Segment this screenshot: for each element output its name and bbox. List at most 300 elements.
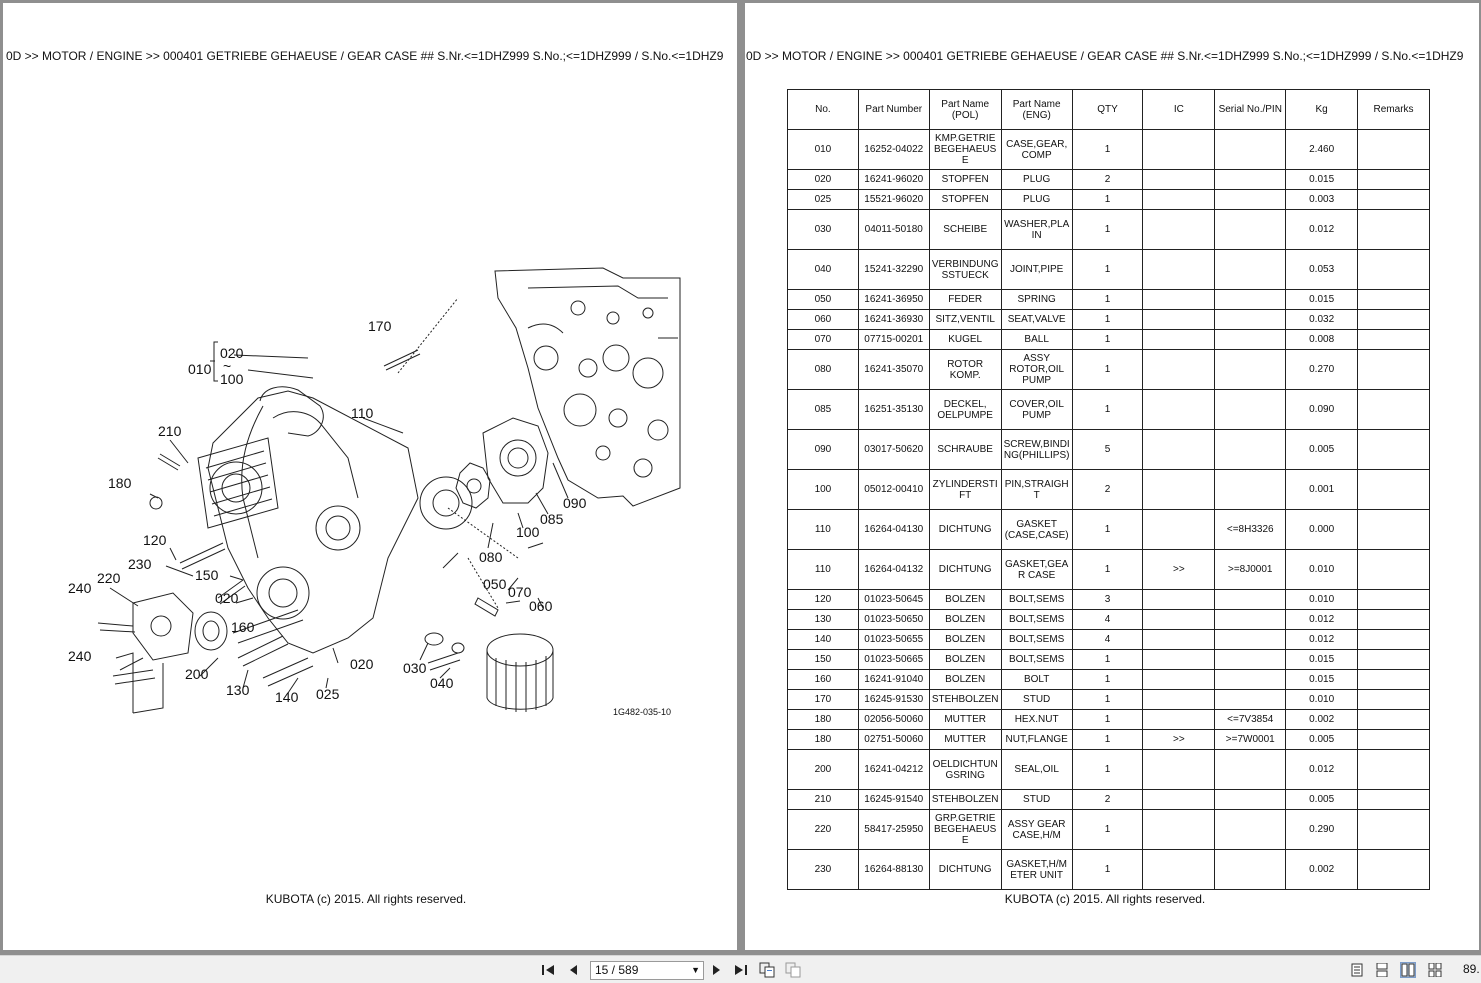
table-cell-ic <box>1143 790 1215 810</box>
table-cell-qty: 1 <box>1072 550 1143 590</box>
table-cell-part-name-pol: BOLZEN <box>929 630 1001 650</box>
drawing-code: 1G482-035-10 <box>613 707 672 717</box>
next-page-icon[interactable] <box>709 962 725 978</box>
table-cell-part-name-pol: DICHTUNG <box>929 510 1001 550</box>
table-cell-part-name-eng: BOLT,SEMS <box>1001 650 1072 670</box>
table-cell-part-number: 15521-96020 <box>858 190 929 210</box>
table-header-col-qty: QTY <box>1072 90 1143 130</box>
table-cell-part-number: 04011-50180 <box>858 210 929 250</box>
table-cell-part-number: 16241-36930 <box>858 310 929 330</box>
table-cell-no: 110 <box>788 550 859 590</box>
table-cell-no: 130 <box>788 610 859 630</box>
table-cell-part-number: 07715-00201 <box>858 330 929 350</box>
table-cell-serial <box>1215 250 1286 290</box>
table-header-col-kg: Kg <box>1286 90 1358 130</box>
table-cell-qty: 5 <box>1072 430 1143 470</box>
table-cell-ic <box>1143 130 1215 170</box>
table-cell-remarks <box>1358 130 1430 170</box>
table-row <box>788 250 1430 290</box>
table-cell-remarks <box>1358 330 1430 350</box>
callout-150: 150 <box>195 567 219 583</box>
table-cell-ic: >> <box>1143 550 1215 590</box>
table-cell-kg: 0.015 <box>1286 650 1358 670</box>
table-cell-part-number: 58417-25950 <box>858 810 929 850</box>
table-cell-part-name-eng: PLUG <box>1001 190 1072 210</box>
copyright-notice: KUBOTA (c) 2015. All rights reserved. <box>265 892 467 906</box>
table-cell-kg: 0.015 <box>1286 290 1358 310</box>
table-cell-qty: 1 <box>1072 210 1143 250</box>
svg-text:~: ~ <box>223 358 232 374</box>
table-cell-part-name-pol: KMP.GETRIE BEGEHAEUS E <box>929 130 1001 170</box>
page-breadcrumb: 0D >> MOTOR / ENGINE >> 000401 GETRIEBE GEHAEUSE / GEAR CASE ## S.Nr.<=1DHZ999 S.No.;<=1DHZ999 / S.No.<=1DHZ9 <box>6 49 724 63</box>
table-cell-remarks <box>1358 650 1430 670</box>
table-cell-remarks <box>1358 690 1430 710</box>
table-cell-part-number: 02056-50060 <box>858 710 929 730</box>
table-cell-qty: 2 <box>1072 470 1143 510</box>
table-row <box>788 730 1430 750</box>
table-cell-serial <box>1215 190 1286 210</box>
table-cell-ic <box>1143 330 1215 350</box>
table-cell-part-name-pol: SCHEIBE <box>929 210 1001 250</box>
table-cell-kg: 0.012 <box>1286 610 1358 630</box>
callout-220: 220 <box>97 570 121 586</box>
table-cell-part-name-eng: GASKET,H/M ETER UNIT <box>1001 850 1072 890</box>
callout-130: 130 <box>226 682 250 698</box>
callout-025: 025 <box>316 686 340 702</box>
callout-140: 140 <box>275 689 299 705</box>
table-cell-part-name-pol: STEHBOLZEN <box>929 690 1001 710</box>
table-cell-ic <box>1143 290 1215 310</box>
table-cell-part-name-eng: ASSY GEAR CASE,H/M <box>1001 810 1072 850</box>
callout-160: 160 <box>231 619 255 635</box>
table-cell-ic <box>1143 510 1215 550</box>
table-cell-remarks <box>1358 630 1430 650</box>
table-cell-kg: 0.012 <box>1286 210 1358 250</box>
table-cell-part-name-pol: ZYLINDERSTI FT <box>929 470 1001 510</box>
table-cell-part-number: 01023-50665 <box>858 650 929 670</box>
table-cell-part-name-pol: BOLZEN <box>929 650 1001 670</box>
table-cell-no: 220 <box>788 810 859 850</box>
table-cell-remarks <box>1358 710 1430 730</box>
table-cell-part-name-eng: SPRING <box>1001 290 1072 310</box>
table-cell-part-number: 16241-04212 <box>858 750 929 790</box>
table-cell-no: 060 <box>788 310 859 330</box>
table-cell-part-number: 03017-50620 <box>858 430 929 470</box>
table-row <box>788 670 1430 690</box>
table-cell-kg: 0.002 <box>1286 710 1358 730</box>
table-cell-ic <box>1143 170 1215 190</box>
table-cell-part-name-pol: KUGEL <box>929 330 1001 350</box>
table-cell-part-number: 16251-35130 <box>858 390 929 430</box>
table-cell-remarks <box>1358 670 1430 690</box>
page-number-select[interactable] <box>590 961 704 980</box>
table-cell-qty: 1 <box>1072 310 1143 330</box>
table-cell-part-name-eng: CASE,GEAR, COMP <box>1001 130 1072 170</box>
table-cell-part-name-eng: SEAT,VALVE <box>1001 310 1072 330</box>
table-cell-qty: 1 <box>1072 810 1143 850</box>
table-header-row <box>788 90 1430 130</box>
table-cell-serial <box>1215 850 1286 890</box>
table-cell-remarks <box>1358 430 1430 470</box>
copy-page-icon[interactable] <box>759 962 775 978</box>
callout-060: 060 <box>529 598 553 614</box>
chevron-down-icon[interactable]: ▼ <box>691 965 700 975</box>
table-cell-remarks <box>1358 610 1430 630</box>
continuous-view-icon[interactable] <box>1374 962 1390 978</box>
table-cell-ic <box>1143 630 1215 650</box>
table-cell-part-number: 16245-91540 <box>858 790 929 810</box>
table-row <box>788 290 1430 310</box>
table-cell-no: 040 <box>788 250 859 290</box>
table-cell-part-number: 16264-04130 <box>858 510 929 550</box>
table-cell-remarks <box>1358 250 1430 290</box>
table-cell-ic <box>1143 690 1215 710</box>
table-cell-qty: 1 <box>1072 130 1143 170</box>
table-cell-kg: 0.090 <box>1286 390 1358 430</box>
table-cell-serial <box>1215 310 1286 330</box>
table-cell-serial <box>1215 470 1286 510</box>
table-cell-kg: 2.460 <box>1286 130 1358 170</box>
table-cell-part-name-eng: BALL <box>1001 330 1072 350</box>
table-cell-qty: 2 <box>1072 790 1143 810</box>
table-cell-part-name-pol: OELDICHTUN GSRING <box>929 750 1001 790</box>
table-cell-qty: 1 <box>1072 730 1143 750</box>
gear-case <box>208 391 418 653</box>
table-cell-remarks <box>1358 470 1430 510</box>
table-row <box>788 470 1430 510</box>
table-cell-serial <box>1215 630 1286 650</box>
table-cell-part-number: 16241-36950 <box>858 290 929 310</box>
table-row <box>788 170 1430 190</box>
table-row <box>788 330 1430 350</box>
table-cell-ic <box>1143 210 1215 250</box>
table-cell-qty: 4 <box>1072 610 1143 630</box>
callout-030: 030 <box>403 660 427 676</box>
table-row <box>788 430 1430 470</box>
table-cell-no: 160 <box>788 670 859 690</box>
table-cell-part-number: 16264-04132 <box>858 550 929 590</box>
table-cell-remarks <box>1358 170 1430 190</box>
table-cell-kg: 0.012 <box>1286 630 1358 650</box>
table-row <box>788 810 1430 850</box>
table-cell-qty: 1 <box>1072 290 1143 310</box>
callout-090: 090 <box>563 495 587 511</box>
callout-080: 080 <box>479 549 503 565</box>
page-breadcrumb: 0D >> MOTOR / ENGINE >> 000401 GETRIEBE GEHAEUSE / GEAR CASE ## S.Nr.<=1DHZ999 S.No.;<=1DHZ999 / S.No.<=1DHZ9 <box>746 49 1464 63</box>
two-page-view-icon[interactable] <box>1400 962 1416 978</box>
table-cell-part-name-pol: DICHTUNG <box>929 850 1001 890</box>
table-cell-no: 200 <box>788 750 859 790</box>
table-cell-serial: <=8H3326 <box>1215 510 1286 550</box>
table-cell-kg: 0.032 <box>1286 310 1358 330</box>
table-cell-kg: 0.002 <box>1286 850 1358 890</box>
table-cell-kg: 0.010 <box>1286 590 1358 610</box>
callout-020: 020 <box>220 345 244 361</box>
table-cell-remarks <box>1358 550 1430 590</box>
parts-table <box>787 89 1430 890</box>
zoom-level[interactable]: 89. <box>1463 962 1480 976</box>
table-cell-part-name-pol: GRP.GETRIE BEGEHAEUS E <box>929 810 1001 850</box>
callout-085: 085 <box>540 511 564 527</box>
table-cell-serial <box>1215 430 1286 470</box>
table-cell-part-number: 02751-50060 <box>858 730 929 750</box>
table-cell-kg: 0.000 <box>1286 510 1358 550</box>
table-cell-part-name-eng: PIN,STRAIGH T <box>1001 470 1072 510</box>
table-cell-part-name-pol: BOLZEN <box>929 670 1001 690</box>
table-cell-serial <box>1215 130 1286 170</box>
table-cell-part-name-pol: SITZ,VENTIL <box>929 310 1001 330</box>
table-cell-no: 020 <box>788 170 859 190</box>
table-cell-no: 120 <box>788 590 859 610</box>
table-cell-ic <box>1143 390 1215 430</box>
table-cell-part-name-eng: COVER,OIL PUMP <box>1001 390 1072 430</box>
table-cell-part-name-eng: WASHER,PLA IN <box>1001 210 1072 250</box>
table-cell-serial <box>1215 350 1286 390</box>
table-cell-ic <box>1143 590 1215 610</box>
table-cell-no: 140 <box>788 630 859 650</box>
table-cell-part-name-pol: DICHTUNG <box>929 550 1001 590</box>
table-header-col-ic: IC <box>1143 90 1215 130</box>
table-row <box>788 510 1430 550</box>
table-cell-no: 150 <box>788 650 859 670</box>
table-cell-no: 085 <box>788 390 859 430</box>
table-cell-remarks <box>1358 810 1430 850</box>
table-cell-remarks <box>1358 390 1430 430</box>
copyright-notice: KUBOTA (c) 2015. All rights reserved. <box>1004 892 1206 906</box>
table-row <box>788 130 1430 170</box>
two-page-continuous-view-icon[interactable] <box>1427 962 1443 978</box>
table-cell-part-number: 16245-91530 <box>858 690 929 710</box>
table-cell-kg: 0.053 <box>1286 250 1358 290</box>
table-cell-part-name-pol: BOLZEN <box>929 590 1001 610</box>
table-cell-part-number: 16241-35070 <box>858 350 929 390</box>
table-cell-part-name-pol: FEDER <box>929 290 1001 310</box>
table-cell-kg: 0.012 <box>1286 750 1358 790</box>
table-cell-kg: 0.003 <box>1286 190 1358 210</box>
last-page-icon[interactable] <box>733 962 749 978</box>
table-cell-no: 180 <box>788 710 859 730</box>
table-cell-part-number: 16264-88130 <box>858 850 929 890</box>
table-header-col-remarks: Remarks <box>1358 90 1430 130</box>
callout-100: 100 <box>220 371 244 387</box>
table-cell-serial <box>1215 690 1286 710</box>
table-cell-part-name-pol: STEHBOLZEN <box>929 790 1001 810</box>
table-cell-ic <box>1143 350 1215 390</box>
duplicate-icon[interactable] <box>785 962 801 978</box>
single-page-view-icon[interactable] <box>1349 962 1365 978</box>
table-cell-remarks <box>1358 290 1430 310</box>
table-cell-part-number: 16241-91040 <box>858 670 929 690</box>
table-row <box>788 190 1430 210</box>
table-cell-remarks <box>1358 790 1430 810</box>
table-cell-part-name-pol: ROTOR KOMP. <box>929 350 1001 390</box>
table-cell-kg: 0.005 <box>1286 730 1358 750</box>
table-cell-serial: >=7W0001 <box>1215 730 1286 750</box>
table-cell-qty: 1 <box>1072 250 1143 290</box>
table-row <box>788 690 1430 710</box>
table-cell-part-name-pol: BOLZEN <box>929 610 1001 630</box>
table-cell-no: 070 <box>788 330 859 350</box>
table-cell-kg: 0.001 <box>1286 470 1358 510</box>
table-cell-serial: <=7V3854 <box>1215 710 1286 730</box>
table-cell-part-name-pol: STOPFEN <box>929 190 1001 210</box>
table-cell-part-number: 15241-32290 <box>858 250 929 290</box>
table-cell-part-name-eng: BOLT,SEMS <box>1001 610 1072 630</box>
table-cell-qty: 3 <box>1072 590 1143 610</box>
table-cell-remarks <box>1358 850 1430 890</box>
table-cell-no: 090 <box>788 430 859 470</box>
table-cell-serial <box>1215 810 1286 850</box>
table-cell-part-name-eng: ASSY ROTOR,OIL PUMP <box>1001 350 1072 390</box>
table-row <box>788 350 1430 390</box>
table-cell-ic <box>1143 670 1215 690</box>
exploded-parts-diagram <box>58 258 698 728</box>
table-cell-part-name-pol: MUTTER <box>929 710 1001 730</box>
table-cell-qty: 1 <box>1072 510 1143 550</box>
table-cell-ic <box>1143 310 1215 330</box>
table-cell-no: 025 <box>788 190 859 210</box>
table-cell-no: 230 <box>788 850 859 890</box>
table-row <box>788 650 1430 670</box>
table-cell-serial <box>1215 670 1286 690</box>
callout-110: 110 <box>351 405 374 421</box>
table-cell-kg: 0.015 <box>1286 170 1358 190</box>
table-cell-serial <box>1215 790 1286 810</box>
table-row <box>788 850 1430 890</box>
table-row <box>788 630 1430 650</box>
table-cell-kg: 0.010 <box>1286 550 1358 590</box>
table-header-col-serial: Serial No./PIN <box>1215 90 1286 130</box>
table-cell-part-name-eng: SCREW,BINDI NG(PHILLIPS) <box>1001 430 1072 470</box>
table-cell-kg: 0.270 <box>1286 350 1358 390</box>
first-page-icon[interactable] <box>540 962 556 978</box>
callout-240: 240 <box>68 580 92 596</box>
table-cell-ic <box>1143 850 1215 890</box>
table-cell-part-number: 16252-04022 <box>858 130 929 170</box>
table-body <box>788 130 1430 890</box>
table-cell-kg: 0.008 <box>1286 330 1358 350</box>
table-row <box>788 550 1430 590</box>
table-cell-part-number: 05012-00410 <box>858 470 929 510</box>
table-cell-kg: 0.005 <box>1286 790 1358 810</box>
table-row <box>788 790 1430 810</box>
table-cell-part-name-pol: STOPFEN <box>929 170 1001 190</box>
table-cell-serial <box>1215 590 1286 610</box>
table-cell-ic <box>1143 470 1215 510</box>
callout-020: 020 <box>350 656 374 672</box>
table-cell-ic <box>1143 810 1215 850</box>
table-header-col-part-name-pol: Part Name (POL) <box>929 90 1001 130</box>
table-cell-remarks <box>1358 750 1430 790</box>
viewer-toolbar <box>0 955 1481 983</box>
right-page <box>745 3 1479 950</box>
table-cell-kg: 0.010 <box>1286 690 1358 710</box>
table-cell-qty: 2 <box>1072 170 1143 190</box>
table-cell-serial <box>1215 610 1286 630</box>
callout-120: 120 <box>143 532 167 548</box>
table-cell-no: 050 <box>788 290 859 310</box>
callout-200: 200 <box>185 666 209 682</box>
table-cell-serial <box>1215 750 1286 790</box>
table-cell-serial <box>1215 170 1286 190</box>
previous-page-icon[interactable] <box>565 962 581 978</box>
hour-meter-case-220 <box>133 593 193 660</box>
callout-180: 180 <box>108 475 132 491</box>
page-indicator: 15 / 589 <box>595 963 639 977</box>
table-cell-ic <box>1143 430 1215 470</box>
table-cell-qty: 1 <box>1072 390 1143 430</box>
table-cell-part-number: 01023-50645 <box>858 590 929 610</box>
table-cell-serial <box>1215 390 1286 430</box>
table-cell-part-name-eng: GASKET (CASE,CASE) <box>1001 510 1072 550</box>
table-cell-ic <box>1143 610 1215 630</box>
table-cell-part-number: 16241-96020 <box>858 170 929 190</box>
table-cell-qty: 1 <box>1072 690 1143 710</box>
callout-040: 040 <box>430 675 454 691</box>
table-row <box>788 710 1430 730</box>
callout-010: 010 <box>188 361 212 377</box>
table-cell-part-name-eng: NUT,FLANGE <box>1001 730 1072 750</box>
table-cell-kg: 0.290 <box>1286 810 1358 850</box>
table-cell-part-name-eng: STUD <box>1001 790 1072 810</box>
table-cell-qty: 1 <box>1072 190 1143 210</box>
table-cell-part-name-pol: VERBINDUNG SSTUECK <box>929 250 1001 290</box>
table-cell-qty: 1 <box>1072 750 1143 790</box>
table-header-col-part-number: Part Number <box>858 90 929 130</box>
callout-240: 240 <box>68 648 92 664</box>
table-cell-part-number: 01023-50650 <box>858 610 929 630</box>
table-cell-ic <box>1143 710 1215 730</box>
table-row <box>788 590 1430 610</box>
table-cell-remarks <box>1358 350 1430 390</box>
table-cell-serial <box>1215 210 1286 250</box>
table-cell-part-number: 01023-50655 <box>858 630 929 650</box>
table-cell-part-name-eng: BOLT,SEMS <box>1001 590 1072 610</box>
table-cell-part-name-eng: GASKET,GEA R CASE <box>1001 550 1072 590</box>
table-cell-ic <box>1143 250 1215 290</box>
table-row <box>788 210 1430 250</box>
table-header-col-no: No. <box>788 90 859 130</box>
table-cell-remarks <box>1358 190 1430 210</box>
callout-020: 020 <box>215 590 239 606</box>
table-cell-remarks <box>1358 510 1430 550</box>
table-cell-part-name-eng: BOLT <box>1001 670 1072 690</box>
callout-050: 050 <box>483 576 507 592</box>
callout-170: 170 <box>368 318 392 334</box>
table-cell-remarks <box>1358 210 1430 250</box>
table-cell-serial <box>1215 330 1286 350</box>
table-cell-qty: 1 <box>1072 650 1143 670</box>
table-cell-ic <box>1143 650 1215 670</box>
table-cell-part-name-pol: DECKEL, OELPUMPE <box>929 390 1001 430</box>
table-row <box>788 390 1430 430</box>
table-cell-qty: 1 <box>1072 350 1143 390</box>
table-cell-ic <box>1143 750 1215 790</box>
table-cell-part-name-eng: HEX.NUT <box>1001 710 1072 730</box>
left-page <box>3 3 737 950</box>
table-cell-no: 030 <box>788 210 859 250</box>
table-cell-no: 110 <box>788 510 859 550</box>
table-cell-serial: >=8J0001 <box>1215 550 1286 590</box>
table-row <box>788 750 1430 790</box>
table-cell-qty: 4 <box>1072 630 1143 650</box>
table-cell-no: 100 <box>788 470 859 510</box>
oil-seal-200 <box>195 612 227 650</box>
callout-100: 100 <box>516 524 540 540</box>
table-cell-part-name-eng: SEAL,OIL <box>1001 750 1072 790</box>
table-cell-qty: 1 <box>1072 330 1143 350</box>
table-cell-ic <box>1143 190 1215 210</box>
